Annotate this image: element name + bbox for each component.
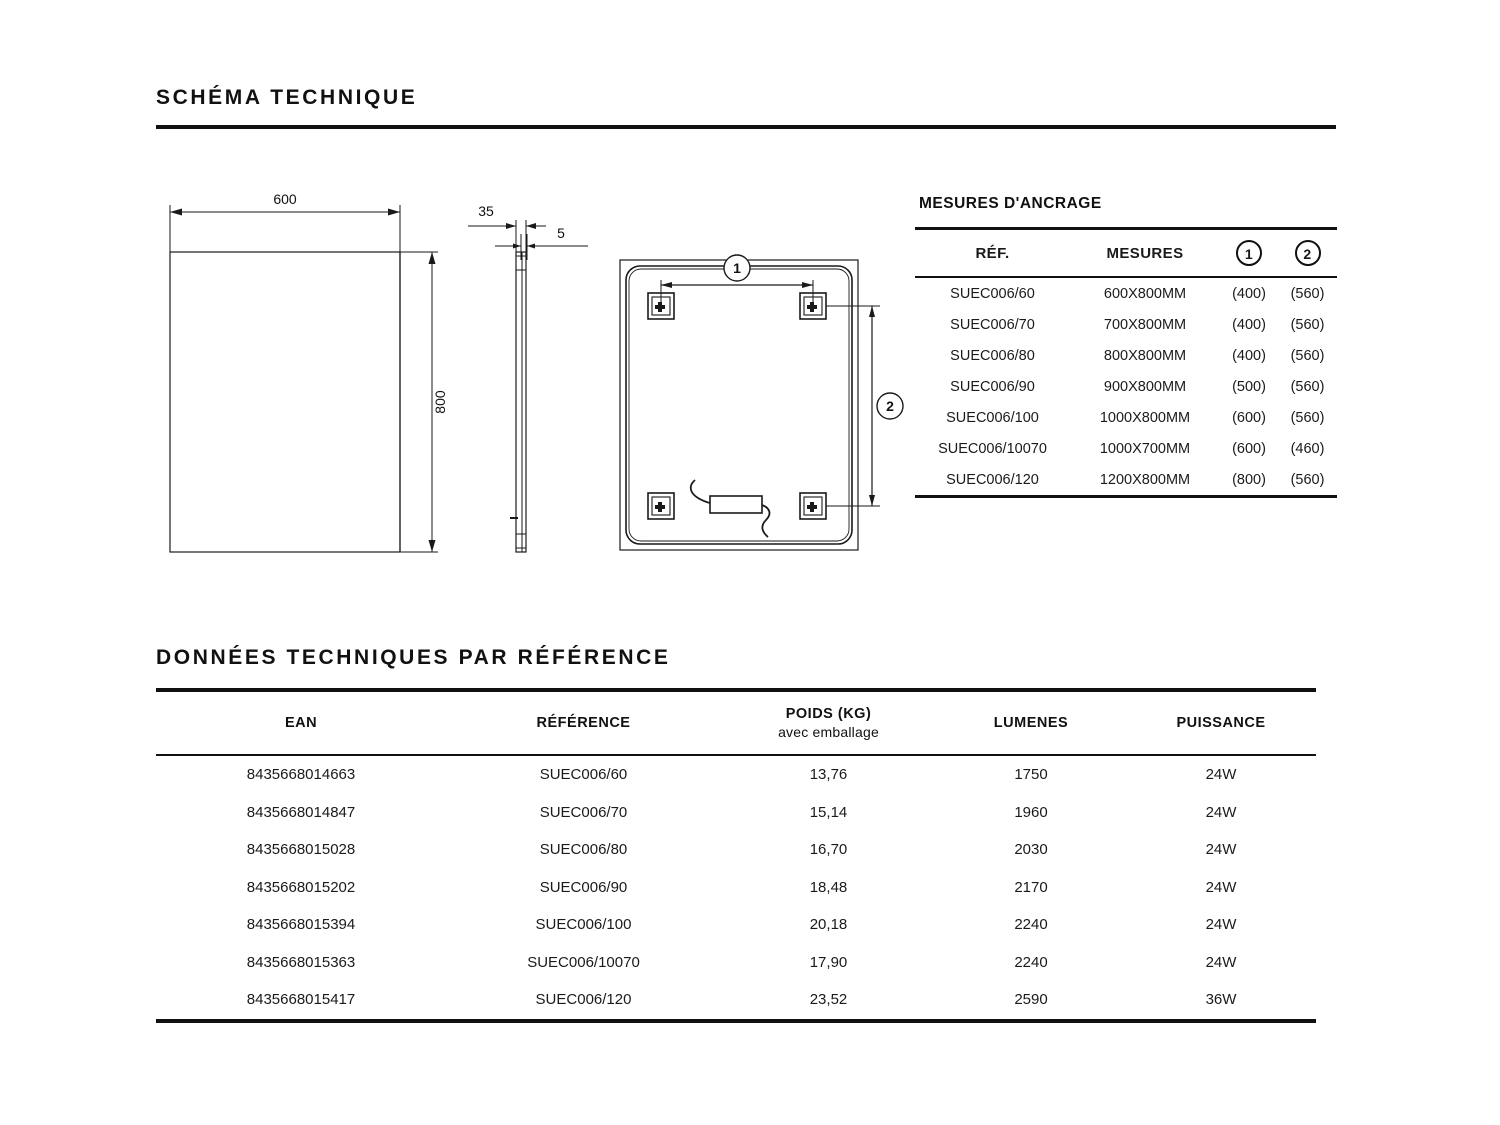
data-cell-ean: 8435668015417 <box>156 981 446 1021</box>
data-table-row <box>156 755 1316 794</box>
data-section-title: DONNÉES TECHNIQUES PAR RÉFÉRENCE <box>156 646 671 669</box>
anchorage-col-mesures: MESURES <box>1070 229 1220 278</box>
side-view-depth-dimension: 35 <box>478 203 494 219</box>
power-cable-icon <box>691 480 710 503</box>
data-table-row <box>156 831 1316 869</box>
front-view-height-dimension: 800 <box>432 390 448 414</box>
data-cell-puissance: 36W <box>1126 981 1316 1021</box>
anchorage-table-row <box>915 433 1337 464</box>
anchorage-cell-two: (560) <box>1290 409 1325 426</box>
front-view-outline <box>170 252 400 552</box>
anchorage-cell-one: (600) <box>1232 440 1266 457</box>
data-table-header-row <box>156 692 1316 755</box>
anchorage-cell-one: (800) <box>1220 464 1278 497</box>
anchorage-cell-one: (400) <box>1232 285 1266 302</box>
anchorage-col-ref: RÉF. <box>915 229 1070 278</box>
data-cell-lumenes: 1750 <box>1014 766 1048 784</box>
cross-bracket-icon <box>655 502 665 512</box>
data-cell-poids: 20,18 <box>809 916 848 934</box>
data-cell-reference: SUEC006/60 <box>539 766 628 784</box>
anchorage-table-row <box>915 340 1337 371</box>
anchorage-cell-two: (560) <box>1290 316 1325 333</box>
anchorage-table-header-row <box>915 229 1337 278</box>
front-view-width-dimension: 600 <box>273 191 297 207</box>
data-cell-poids: 13,76 <box>809 766 848 784</box>
data-cell-puissance: 24W <box>1205 841 1237 859</box>
data-cell-reference: SUEC006/10070 <box>527 953 640 971</box>
data-table-row <box>156 944 1316 982</box>
data-cell-poids: 23,52 <box>721 981 936 1021</box>
anchorage-cell-ref: SUEC006/90 <box>950 378 1035 395</box>
anchorage-cell-ref: SUEC006/80 <box>950 347 1035 364</box>
data-cell-ean: 8435668014847 <box>246 803 356 821</box>
anchorage-cell-one: (400) <box>1232 316 1266 333</box>
data-cell-puissance: 24W <box>1205 878 1237 896</box>
data-cell-ean: 8435668014663 <box>246 766 356 784</box>
data-cell-poids: 18,48 <box>809 878 848 896</box>
mounting-bracket-bottom-left <box>648 493 674 519</box>
anchorage-cell-one: (600) <box>1232 409 1266 426</box>
data-table-row <box>156 981 1316 1021</box>
data-cell-ean: 8435668015202 <box>246 878 356 896</box>
data-cell-puissance: 24W <box>1205 916 1237 934</box>
led-driver-box-icon <box>710 496 762 513</box>
anchorage-cell-ref: SUEC006/60 <box>950 285 1035 302</box>
power-cable-icon <box>762 505 769 537</box>
rear-view-callout-1-label: 1 <box>733 260 741 276</box>
anchorage-cell-ref: SUEC006/70 <box>950 316 1035 333</box>
anchorage-table-row <box>915 464 1337 497</box>
data-cell-lumenes: 2170 <box>1014 878 1048 896</box>
callout-badge-2: 2 <box>1295 240 1321 266</box>
data-cell-reference: SUEC006/80 <box>539 841 628 859</box>
data-cell-lumenes: 2590 <box>936 981 1126 1021</box>
anchorage-cell-ref: SUEC006/10070 <box>938 440 1047 457</box>
schema-section-divider <box>156 125 1336 129</box>
anchorage-cell-ref: SUEC006/100 <box>946 409 1039 426</box>
anchorage-cell-mesures: 1000X700MM <box>1099 440 1191 457</box>
data-cell-puissance: 24W <box>1205 766 1237 784</box>
anchorage-cell-mesures: 1200X800MM <box>1070 464 1220 497</box>
data-col-lumenes: LUMENES <box>936 692 1126 755</box>
data-cell-reference: SUEC006/100 <box>535 916 632 934</box>
front-view-drawing <box>170 205 438 552</box>
rear-view-callout-2-label: 2 <box>886 398 894 414</box>
data-cell-lumenes: 2240 <box>1014 953 1048 971</box>
anchorage-cell-mesures: 1000X800MM <box>1099 409 1191 426</box>
anchorage-table-row <box>915 402 1337 433</box>
anchorage-table-row <box>915 277 1337 309</box>
callout-badge-1: 1 <box>1236 240 1262 266</box>
data-cell-ean: 8435668015394 <box>246 916 356 934</box>
cross-bracket-icon <box>807 302 817 312</box>
data-cell-puissance: 24W <box>1205 953 1237 971</box>
cross-bracket-icon <box>807 502 817 512</box>
anchorage-cell-mesures: 700X800MM <box>1103 316 1187 333</box>
anchorage-cell-two: (460) <box>1290 440 1325 457</box>
data-cell-reference: SUEC006/90 <box>539 878 628 896</box>
anchorage-cell-two: (560) <box>1278 464 1337 497</box>
side-view-glass-dimension: 5 <box>557 225 565 241</box>
anchorage-cell-mesures: 800X800MM <box>1103 347 1187 364</box>
anchorage-cell-one: (400) <box>1232 347 1266 364</box>
data-table-row <box>156 869 1316 907</box>
anchorage-table-row <box>915 309 1337 340</box>
technical-drawing-group <box>150 160 910 580</box>
data-table-row <box>156 906 1316 944</box>
data-cell-lumenes: 1960 <box>1014 803 1048 821</box>
anchorage-cell-mesures: 600X800MM <box>1103 285 1187 302</box>
data-col-poids-main: POIDS (KG) <box>785 706 872 722</box>
schema-section-title: SCHÉMA TECHNIQUE <box>156 86 418 109</box>
anchorage-table <box>915 227 1337 498</box>
anchorage-col-two <box>1278 229 1337 278</box>
anchorage-cell-two: (560) <box>1290 347 1325 364</box>
technical-data-table-block <box>156 692 1316 1023</box>
data-col-poids-sub: avec emballage <box>778 724 879 740</box>
anchorage-cell-two: (560) <box>1290 285 1325 302</box>
data-col-puissance: PUISSANCE <box>1126 692 1316 755</box>
side-view-drawing <box>468 220 588 552</box>
anchorage-cell-mesures: 900X800MM <box>1103 378 1187 395</box>
data-cell-ean: 8435668015363 <box>246 953 356 971</box>
rear-view-drawing <box>620 255 903 550</box>
data-cell-puissance: 24W <box>1205 803 1237 821</box>
data-cell-poids: 15,14 <box>809 803 848 821</box>
mounting-bracket-bottom-right <box>800 493 826 519</box>
data-col-ean: EAN <box>156 692 446 755</box>
anchorage-table-row <box>915 371 1337 402</box>
anchorage-table-block <box>915 195 1337 498</box>
data-table-row <box>156 794 1316 832</box>
data-cell-poids: 16,70 <box>809 841 848 859</box>
data-cell-poids: 17,90 <box>809 953 848 971</box>
technical-data-table <box>156 692 1316 1023</box>
data-cell-reference: SUEC006/70 <box>539 803 628 821</box>
anchorage-cell-one: (500) <box>1232 378 1266 395</box>
anchorage-cell-ref: SUEC006/120 <box>915 464 1070 497</box>
anchorage-col-one <box>1220 229 1278 278</box>
data-col-reference: RÉFÉRENCE <box>446 692 721 755</box>
anchorage-table-heading: MESURES D'ANCRAGE <box>919 195 1102 212</box>
data-col-poids <box>721 692 936 755</box>
data-cell-lumenes: 2240 <box>1014 916 1048 934</box>
anchorage-cell-two: (560) <box>1290 378 1325 395</box>
data-cell-reference: SUEC006/120 <box>446 981 721 1021</box>
data-cell-ean: 8435668015028 <box>246 841 356 859</box>
cross-bracket-icon <box>655 302 665 312</box>
data-cell-lumenes: 2030 <box>1014 841 1048 859</box>
side-view-profile <box>516 252 526 552</box>
